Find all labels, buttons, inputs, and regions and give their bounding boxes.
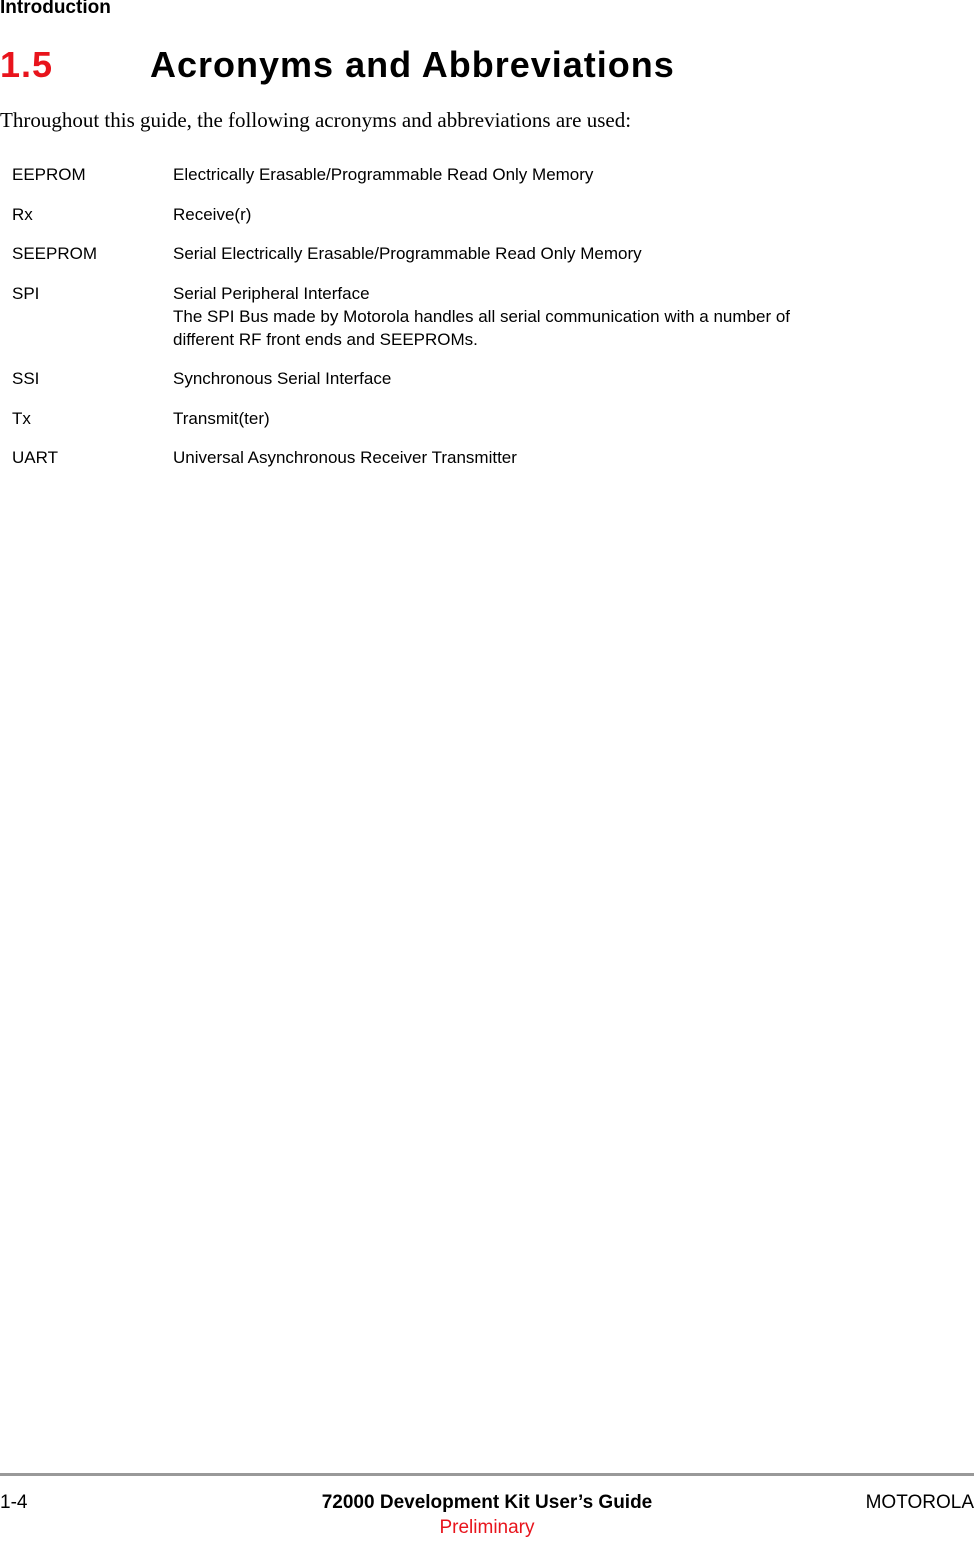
acronym-term: SEEPROM bbox=[12, 244, 98, 263]
definition-line: Receive(r) bbox=[173, 204, 252, 224]
acronym-definition bbox=[173, 163, 872, 186]
preliminary-label: Preliminary bbox=[439, 1517, 535, 1538]
definition-line: Serial Electrically Erasable/Programmable Read Only Memory bbox=[173, 244, 642, 263]
section-heading bbox=[0, 44, 675, 86]
section-title: Acronyms and Abbreviations bbox=[150, 44, 675, 85]
document-title: 72000 Development Kit User’s Guide bbox=[321, 1492, 653, 1513]
acronym-term: SPI bbox=[12, 283, 40, 303]
intro-paragraph: Throughout this guide, the following acronyms and abbreviations are used: bbox=[0, 108, 632, 132]
acronym-row bbox=[12, 446, 872, 469]
acronym-definition bbox=[173, 203, 872, 226]
acronym-definition bbox=[173, 407, 872, 430]
acronym-row bbox=[12, 242, 872, 265]
acronym-term: Rx bbox=[12, 204, 33, 224]
acronym-term: Tx bbox=[12, 408, 31, 428]
acronym-term: SSI bbox=[12, 369, 40, 388]
acronym-term: UART bbox=[12, 448, 58, 467]
company-name: MOTOROLA bbox=[865, 1492, 974, 1513]
definition-line: The SPI Bus made by Motorola handles all serial communication with a number of bbox=[173, 306, 791, 326]
acronym-definition bbox=[173, 367, 872, 390]
section-number: 1.5 bbox=[0, 44, 54, 85]
acronym-row bbox=[12, 407, 872, 430]
definition-line: Serial Peripheral Interface bbox=[173, 283, 370, 303]
acronym-row bbox=[12, 282, 872, 351]
definition-line: Electrically Erasable/Programmable Read Only Memory bbox=[173, 165, 594, 184]
acronym-row bbox=[12, 163, 872, 186]
acronym-table bbox=[12, 163, 872, 486]
acronym-row bbox=[12, 203, 872, 226]
definition-line: different RF front ends and SEEPROMs. bbox=[173, 329, 478, 349]
acronym-definition bbox=[173, 446, 872, 469]
acronym-definition bbox=[173, 242, 872, 265]
page-number: 1-4 bbox=[0, 1492, 28, 1513]
definition-line: Synchronous Serial Interface bbox=[173, 369, 392, 388]
definition-line: Transmit(ter) bbox=[173, 408, 270, 428]
acronym-definition bbox=[173, 282, 872, 351]
acronym-row bbox=[12, 367, 872, 390]
footer-divider bbox=[0, 1473, 974, 1476]
acronym-term: EEPROM bbox=[12, 165, 86, 184]
definition-line: Universal Asynchronous Receiver Transmitter bbox=[173, 448, 517, 467]
running-header: Introduction bbox=[0, 0, 111, 18]
